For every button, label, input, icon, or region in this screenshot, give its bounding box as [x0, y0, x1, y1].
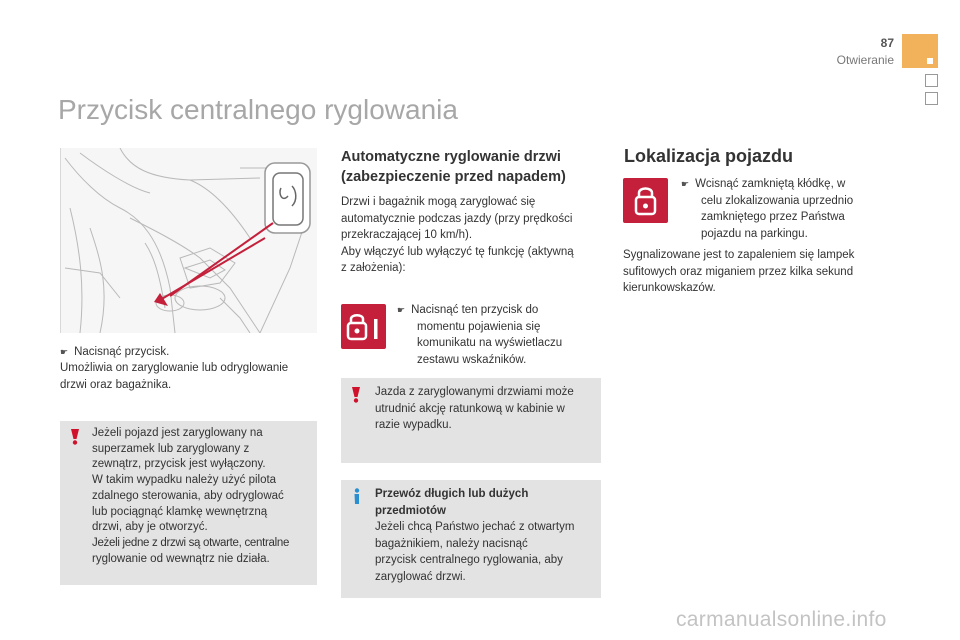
exclamation-icon: [349, 387, 363, 403]
left-warning-text: Jeżeli pojazd jest zaryglowany na superzamek lub zaryglowany z zewnątrz, przycisk jest wyłączony. W takim wypadku należy użyć pilota zdalnego sterowania, aby odryglować lub pociągnąć klamkę wewnętrzną drzwi, aby je otworzyć. Jeżeli jedne z drzwi są otwarte, centralne ryglowanie od wewnątrz nie działa.: [92, 427, 290, 565]
exclamation-icon: [68, 429, 82, 445]
section-name: Otwieranie: [836, 53, 894, 67]
right-paragraph: Sygnalizowane jest to zapaleniem się lampek sufitowych oraz miganiem przez kilka sekund kierunkowskazów.: [623, 249, 855, 294]
finger-pointer-icon: ☛: [397, 305, 406, 315]
long-press-lock-button-icon: [341, 304, 386, 349]
auto-lock-paragraph: Drzwi i bagażnik mogą zaryglować się automatycznie podczas jazdy (przy prędkości przekraczającej 10 km/h). Aby włączyć lub wyłączyć tę funkcję (aktywną z założenia):: [341, 196, 574, 274]
middle-warning-text: Jazda z zaryglowanymi drzwiami może utrudnić akcję ratunkową w kabinie w razie wypadku.: [375, 386, 574, 431]
middle-info-content: Przewóz długich lub dużych przedmiotów Jeżeli chcą Państwo jechać z otwartym bagażnikiem, należy nacisnąć przycisk centralnego ryglowania, aby zaryglować drzwi.: [375, 488, 575, 583]
finger-pointer-icon: ☛: [681, 179, 690, 189]
middle-info-box: [341, 480, 601, 598]
left-description: Umożliwia on zaryglowanie lub odryglowanie drzwi oraz bagażnika.: [60, 362, 289, 391]
left-step: ☛ Nacisnąć przycisk.: [60, 346, 170, 358]
section-tab-active: [902, 34, 938, 68]
watermark: carmanualsonline.info: [676, 608, 887, 631]
left-warning-box: [60, 421, 317, 585]
auto-lock-heading: Automatyczne ryglowanie drzwi (zabezpieczenie przed napadem): [341, 149, 566, 185]
section-tab: [925, 92, 938, 105]
middle-step: ☛ Nacisnąć ten przycisk do momentu pojawienia się komunikatu na wyświetlaczu zestawu wskaźników.: [397, 304, 563, 366]
page-title: Przycisk centralnego ryglowania: [58, 94, 458, 125]
console-illustration: [60, 148, 317, 333]
button-inset: [265, 163, 310, 233]
middle-warning-box: [341, 378, 601, 463]
padlock-icon: [623, 178, 668, 223]
finger-pointer-icon: ☛: [60, 347, 69, 357]
locate-lock-button-icon: [623, 178, 668, 223]
right-step: ☛ Wcisnąć zamkniętą kłódkę, w celu zlokalizowania uprzednio zamkniętego przez Państwa pojazdu na parkingu.: [681, 178, 854, 240]
padlock-icon: [341, 304, 386, 349]
section-tab: [925, 74, 938, 87]
dashboard-drawing: [60, 148, 317, 333]
page-number: 87: [880, 36, 894, 50]
locate-vehicle-heading: Lokalizacja pojazdu: [624, 146, 794, 166]
info-icon: [350, 488, 364, 504]
